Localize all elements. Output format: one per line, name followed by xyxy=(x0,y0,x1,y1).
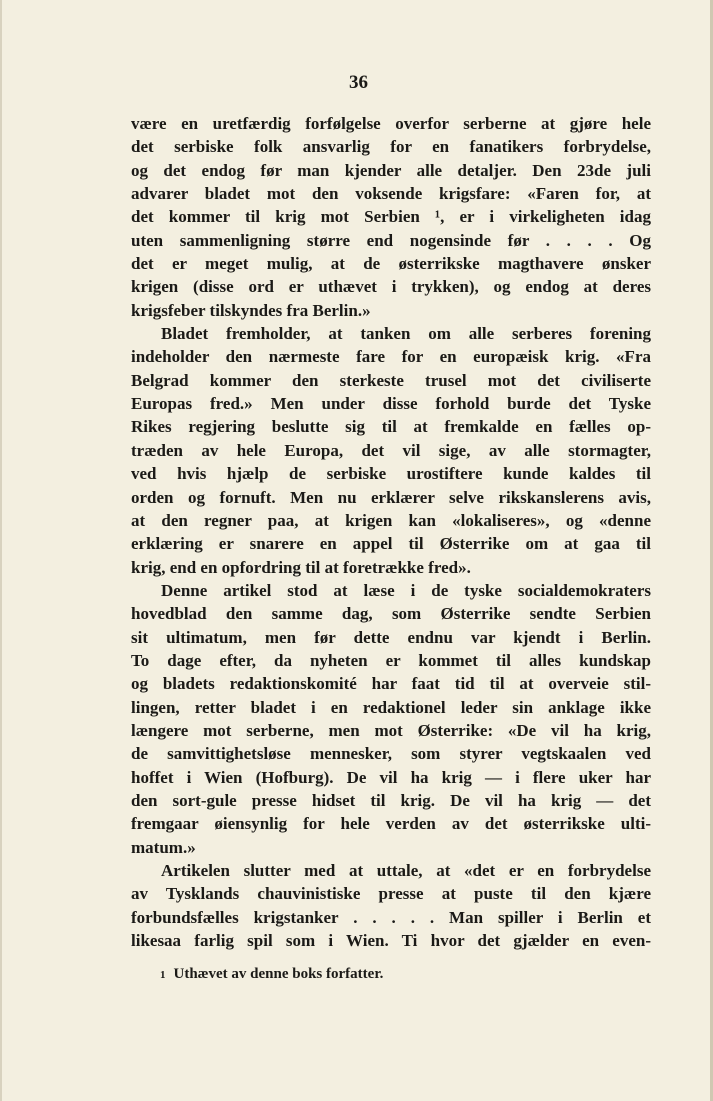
text-line: hovedblad den samme dag, som Østerrike sendte Serbien xyxy=(131,604,651,624)
text-line: det serbiske folk ansvarlig for en fanatikers forbrydelse, xyxy=(131,137,651,157)
text-line: krigen (disse ord er uthævet i trykken), og endog at deres xyxy=(131,277,651,297)
text-line: Bladet fremholder, at tanken om alle serberes forening xyxy=(161,324,651,344)
text-line: orden og fornuft. Men nu erklærer selve rikskanslerens avis, xyxy=(131,487,651,507)
page-number: 36 xyxy=(349,72,368,93)
text-line: To dage efter, da nyheten er kommet til alles kundskap xyxy=(131,650,651,670)
text-line: længere mot serberne, men mot Østerrike: «De vil ha krig, xyxy=(131,720,651,740)
text-line: likesaa farlig spil som i Wien. Ti hvor det gjælder en even- xyxy=(131,931,651,951)
body-text xyxy=(131,112,651,952)
text-line: de samvittighetsløse mennesker, som styrer vegtskaalen ved xyxy=(131,744,651,764)
text-line: og det endog før man kjender alle detaljer. Den 23de juli xyxy=(131,160,651,180)
text-line: matum.» xyxy=(131,837,196,857)
text-line: krig, end en opfordring til at foretrække fred». xyxy=(131,557,471,577)
text-line: ved hvis hjælp de serbiske urostiftere kunde kaldes til xyxy=(131,464,651,484)
text-line: være en uretfærdig forfølgelse overfor serberne at gjøre hele xyxy=(131,114,651,133)
text-line: fremgaar øiensynlig for hele verden av det østerrikske ulti- xyxy=(131,814,651,834)
text-line: erklæring er snarere en appel til Østerrike om at gaa til xyxy=(131,534,651,554)
text-line: forbundsfælles krigstanker . . . . . Man spiller i Berlin et xyxy=(131,907,651,927)
text-line: den sort-gule presse hidset til krig. De vil ha krig — det xyxy=(131,790,651,810)
text-line: hoffet i Wien (Hofburg). De vil ha krig — i flere uker har xyxy=(131,767,651,787)
text-line: krigsfeber tilskyndes fra Berlin.» xyxy=(131,300,371,320)
text-line: Rikes regjering beslutte sig til at fremkalde en fælles op- xyxy=(131,417,651,437)
text-line: og bladets redaktionskomité har faat tid til at overveie stil- xyxy=(131,674,651,694)
footnote-text: Uthævet av denne boks forfatter. xyxy=(173,966,384,982)
footnote xyxy=(160,966,383,983)
text-line: træden av hele Europa, det vil sige, av alle stormagter, xyxy=(131,440,651,460)
text-line: Europas fred.» Men under disse forhold burde det Tyske xyxy=(131,394,651,414)
text-line: advarer bladet mot den voksende krigsfare: «Faren for, at xyxy=(131,184,651,204)
text-line: indeholder den nærmeste fare for en europæisk krig. «Fra xyxy=(131,347,651,367)
text-line: lingen, retter bladet i en redaktionel leder sin anklage ikke xyxy=(131,697,651,717)
text-line: sit ultimatum, men før dette endnu var kjendt i Berlin. xyxy=(131,627,651,647)
text-line: uten sammenligning større end nogensinde før . . . . Og xyxy=(131,230,651,250)
text-line: det er meget mulig, at de østerrikske magthavere ønsker xyxy=(131,254,651,274)
text-line: Denne artikel stod at læse i de tyske socialdemokraters xyxy=(161,580,651,600)
footnote-marker: 1 xyxy=(160,969,166,981)
text-line: Artikelen slutter med at uttale, at «det er en forbrydelse xyxy=(161,861,651,880)
text-line: av Tysklands chauvinistiske presse at puste til den kjære xyxy=(131,884,651,904)
text-line: det kommer til krig mot Serbien ¹, er i virkeligheten idag xyxy=(131,207,651,227)
text-line: Belgrad kommer den sterkeste trusel mot det civiliserte xyxy=(131,370,651,390)
text-line: at den regner paa, at krigen kan «lokaliseres», og «denne xyxy=(131,510,651,530)
